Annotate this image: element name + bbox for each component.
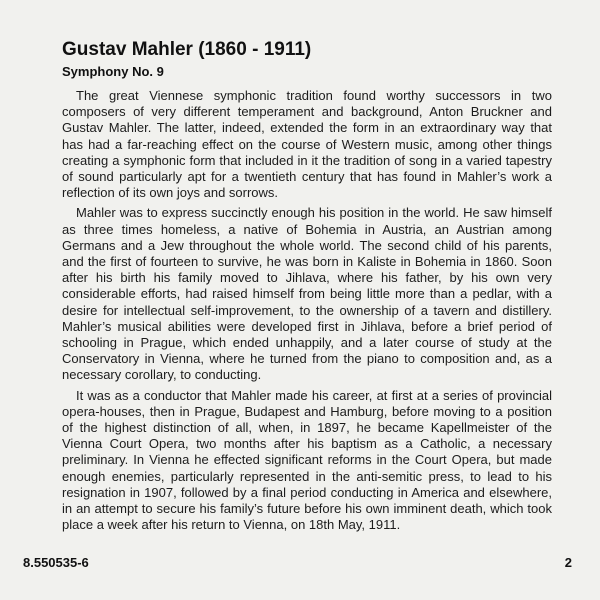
paragraph-2: Mahler was to express succinctly enough his position in the world. He saw himself as three times homeless, a native of Bohemia in Austria, an Austrian among Germans and a Jew throughout the whole world. The second child of his parents, and the first of fourteen to survive, he was born in Kaliste in Bohemia in 1860. Soon after his birth his family moved to Jihlava, where his father, by his own very considerable efforts, had raised himself from being little more than a pedlar, with a desire for intellectual self-improvement, to the ownership of a tavern and distillery. Mahler’s musical abilities were developed first in Jihlava, before a brief period of schooling in Prague, which ended unhappily, and a later course of study at the Conservatory in Vienna, where he turned from the piano to composition and, as a necessary corollary, to conducting. bbox=[62, 205, 552, 383]
page-number: 2 bbox=[564, 555, 572, 570]
catalog-number: 8.550535-6 bbox=[23, 555, 89, 570]
paragraph-1: The great Viennese symphonic tradition found worthy successors in two composers of very different temperament and background, Anton Bruckner and Gustav Mahler. The latter, indeed, extended the form in an extraordinary way that has had a far-reaching effect on the course of Western music, among other things creating a symphonic form that included in it the tradition of song in a varied tapestry of sound particularly apt for a twentieth century that has found in Mahler’s work a reflection of its own joys and sorrows. bbox=[62, 88, 552, 201]
composer-heading: Gustav Mahler (1860 - 1911) bbox=[62, 39, 312, 60]
work-title: Symphony No. 9 bbox=[62, 64, 164, 79]
paragraph-3: It was as a conductor that Mahler made his career, at first at a series of provincial opera-houses, then in Prague, Budapest and Hamburg, before moving to a position of the highest distinction of all, when, in 1897, he became Kapellmeister of the Vienna Court Opera, two months after his baptism as a Catholic, a necessary preliminary. In Vienna he effected significant reforms in the Court Opera, but made enough enemies, particularly represented in the anti-semitic press, to lead to his resignation in 1907, followed by a final period conducting in America and elsewhere, in an attempt to secure his family’s future before his own imminent death, which took place a week after his return to Vienna, on 18th May, 1911. bbox=[62, 387, 552, 533]
body-text bbox=[62, 88, 552, 537]
